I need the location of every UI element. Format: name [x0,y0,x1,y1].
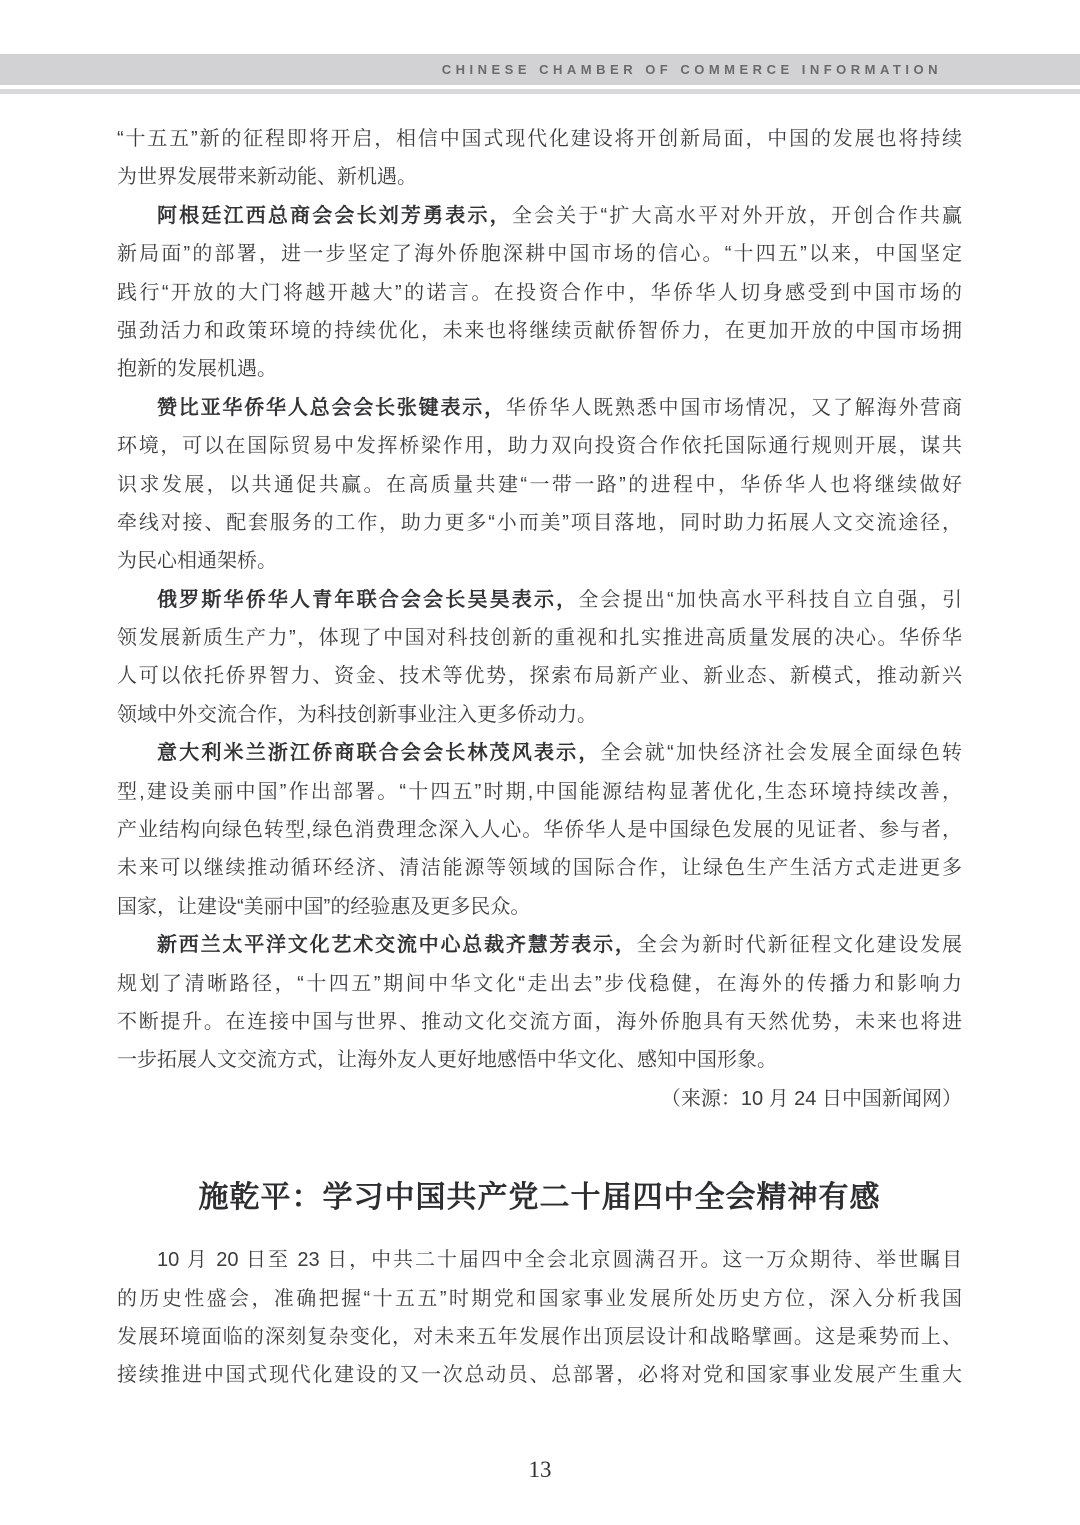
speaker-name: 意大利米兰浙江侨商联合会会长林茂风表示， [157,742,601,765]
article2-body [117,1241,962,1395]
text-line: 强劲活力和政策环境的持续优化，未来也将继续贡献侨智侨力，在更加开放的中国市场拥 [117,319,962,342]
text-line: 为民心相通架桥。 [117,550,277,573]
text-line: 赞比亚华侨华人总会会长张键表示，华侨华人既熟悉中国市场情况，又了解海外营商 [157,396,962,419]
text-line: 国家，让建设“美丽中国”的经验惠及更多民众。 [117,895,531,918]
text-line: 发展环境面临的深刻复杂变化，对未来五年发展作出顶层设计和战略擘画。这是乘势而上、 [117,1325,962,1348]
source-line: （来源：10 月 24 日中国新闻网） [660,1087,962,1110]
text-line: 产业结构向绿色转型,绿色消费理念深入人心。华侨华人是中国绿色发展的见证者、参与者， [117,819,962,842]
text-line: 识求发展，以共通促共赢。在高质量共建“一带一路”的进程中，华侨华人也将继续做好 [117,473,962,496]
text-line: 新局面”的部署，进一步坚定了海外侨胞深耕中国市场的信心。“十四五”以来，中国坚定 [117,243,962,266]
header-divider [0,89,1080,94]
text-line: 不断提升。在连接中国与世界、推动文化交流方面，海外侨胞具有天然优势，未来也将进 [117,1010,962,1033]
text-line: 人可以依托侨界智力、资金、技术等优势，探索布局新产业、新业态、新模式，推动新兴 [117,665,962,688]
speaker-name: 俄罗斯华侨华人青年联合会会长吴昊表示， [157,588,579,611]
text-line: 型,建设美丽中国”作出部署。“十四五”时期,中国能源结构显著优化,生态环境持续改善， [117,780,962,803]
text-line: 10 月 20 日至 23 日，中共二十届四中全会北京圆满召开。这一万众期待、举世瞩目 [157,1249,962,1272]
text-line: 接续推进中国式现代化建设的又一次总动员、总部署，必将对党和国家事业发展产生重大 [117,1364,962,1387]
page-content [117,120,962,1395]
article2-title: 施乾平：学习中国共产党二十届四中全会精神有感 [198,1181,881,1215]
article1-body [117,120,962,1080]
text-line: 领发展新质生产力”，体现了中国对科技创新的重视和扎实推进高质量发展的决心。华侨华 [117,627,962,650]
text-line: 环境，可以在国际贸易中发挥桥梁作用，助力双向投资合作依托国际通行规则开展，谋共 [117,435,962,458]
text-line: 俄罗斯华侨华人青年联合会会长吴昊表示，全会提出“加快高水平科技自立自强，引 [157,588,962,611]
text-line: “十五五”新的征程即将开启，相信中国式现代化建设将开创新局面，中国的发展也将持续 [117,128,962,150]
text-line: 抱新的发展机遇。 [117,358,277,381]
text-line: 牵线对接、配套服务的工作，助力更多“小而美”项目落地，同时助力拓展人文交流途径， [117,511,962,534]
text-line: 为世界发展带来新动能、新机遇。 [117,166,417,189]
speaker-name: 赞比亚华侨华人总会会长张键表示， [157,396,506,419]
text-line: 一步拓展人文交流方式，让海外友人更好地感悟中华文化、感知中国形象。 [117,1049,777,1072]
header-banner-text: CHINESE CHAMBER OF COMMERCE INFORMATION [441,62,942,77]
page-number: 13 [528,1457,552,1482]
speaker-name: 新西兰太平洋文化艺术交流中心总裁齐慧芳表示， [157,934,637,957]
text-line: 新西兰太平洋文化艺术交流中心总裁齐慧芳表示，全会为新时代新征程文化建设发展 [157,934,962,957]
text-line: 意大利米兰浙江侨商联合会会长林茂风表示，全会就“加快经济社会发展全面绿色转 [157,742,962,765]
header-banner [0,54,1080,85]
text-line: 阿根廷江西总商会会长刘芳勇表示，全会关于“扩大高水平对外开放，开创合作共赢 [157,204,962,227]
text-line: 规划了清晰路径，“十四五”期间中华文化“走出去”步伐稳健，在海外的传播力和影响力 [117,972,962,995]
text-line: 践行“开放的大门将越开越大”的诺言。在投资合作中，华侨华人切身感受到中国市场的 [117,281,962,304]
text-line: 领域中外交流合作，为科技创新事业注入更多侨动力。 [117,703,597,726]
speaker-name: 阿根廷江西总商会会长刘芳勇表示， [157,204,512,227]
text-line: 未来可以继续推动循环经济、清洁能源等领域的国际合作，让绿色生产生活方式走进更多 [117,857,962,880]
text-line: 的历史性盛会，准确把握“十五五”时期党和国家事业发展所处历史方位，深入分析我国 [117,1287,962,1310]
